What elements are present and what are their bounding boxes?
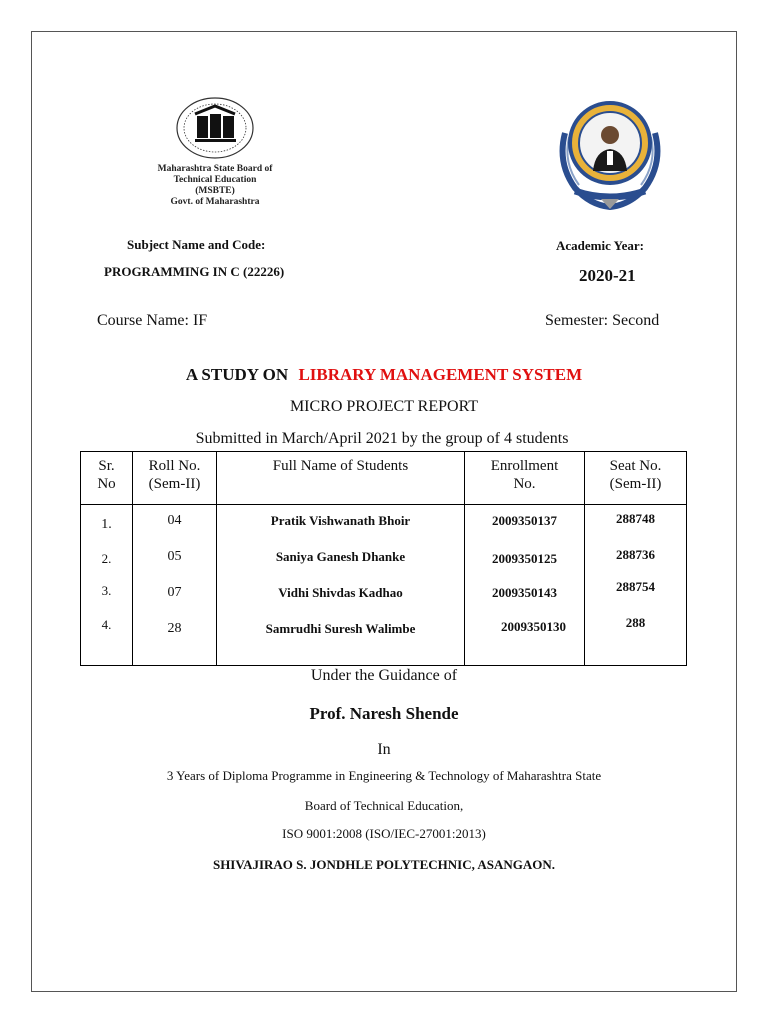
- guide-name: Prof. Naresh Shende: [309, 704, 459, 723]
- project-title: [0, 365, 768, 385]
- board-name-line3: (MSBTE): [195, 186, 235, 196]
- subject-value: PROGRAMMING IN C (22226): [104, 264, 285, 279]
- iso-certification: ISO 9001:2008 (ISO/IEC-27001:2013): [282, 826, 486, 841]
- cell-sr: 3.: [81, 577, 133, 613]
- table-header-row: [81, 452, 687, 505]
- cell-seat: 288736: [585, 541, 687, 577]
- academic-year-label: Academic Year:: [556, 238, 644, 253]
- diploma-line-2: Board of Technical Education,: [304, 798, 464, 813]
- board-name-line4: Govt. of Maharashtra: [170, 197, 260, 207]
- cell-roll: 04: [133, 505, 217, 541]
- guidance-label: Under the Guidance of: [310, 667, 458, 684]
- subject-label: Subject Name and Code:: [127, 237, 266, 252]
- course-name: Course Name: IF: [97, 312, 208, 329]
- cell-name: Saniya Ganesh Dhanke: [217, 541, 465, 577]
- cell-name: Samrudhi Suresh Walimbe: [217, 613, 465, 666]
- table-row: [81, 505, 687, 541]
- submission-note: Submitted in March/April 2021 by the group of 4 students: [195, 430, 569, 447]
- cell-sr: 4.: [81, 613, 133, 666]
- table-row: [81, 613, 687, 666]
- cell-roll: 05: [133, 541, 217, 577]
- cell-name: Vidhi Shivdas Kadhao: [217, 577, 465, 613]
- title-prefix: A STUDY ON: [185, 365, 289, 384]
- header-roll-no: Roll No. (Sem-II): [133, 452, 217, 505]
- cell-enrollment: 2009350125: [465, 541, 585, 577]
- college-name: SHIVAJIRAO S. JONDHLE POLYTECHNIC, ASANGAON.: [212, 857, 556, 872]
- cell-name: Pratik Vishwanath Bhoir: [217, 505, 465, 541]
- cell-roll: 28: [133, 613, 217, 666]
- header-seat-no: Seat No. (Sem-II): [585, 452, 687, 505]
- report-type: MICRO PROJECT REPORT: [289, 398, 479, 415]
- header-enrollment: Enrollment No.: [465, 452, 585, 505]
- cell-enrollment: 2009350130: [465, 613, 585, 666]
- board-name-line1: Maharashtra State Board of: [157, 164, 273, 174]
- cell-enrollment: 2009350137: [465, 505, 585, 541]
- cell-seat: 288: [585, 613, 687, 666]
- college-logo: [555, 93, 665, 216]
- board-name-line2: Technical Education: [173, 175, 257, 185]
- students-table: [80, 451, 687, 666]
- in-label: In: [377, 741, 391, 758]
- cell-seat: 288754: [585, 577, 687, 613]
- table-row: [81, 541, 687, 577]
- cell-roll: 07: [133, 577, 217, 613]
- cell-enrollment: 2009350143: [465, 577, 585, 613]
- table-row: [81, 577, 687, 613]
- cell-seat: 288748: [585, 505, 687, 541]
- semester: Semester: Second: [545, 312, 660, 329]
- header-sr-no: Sr. No: [81, 452, 133, 505]
- header-full-name: Full Name of Students: [217, 452, 465, 505]
- academic-year-value: 2020-21: [579, 266, 636, 285]
- msbte-seal-icon: [175, 96, 255, 160]
- cell-sr: 1.: [81, 505, 133, 541]
- diploma-line-1: 3 Years of Diploma Programme in Engineering & Technology of Maharashtra State: [166, 768, 602, 783]
- msbte-logo: [155, 96, 275, 208]
- college-emblem-icon: [555, 93, 665, 211]
- title-highlight: LIBRARY MANAGEMENT SYSTEM: [298, 365, 583, 384]
- cell-sr: 2.: [81, 541, 133, 577]
